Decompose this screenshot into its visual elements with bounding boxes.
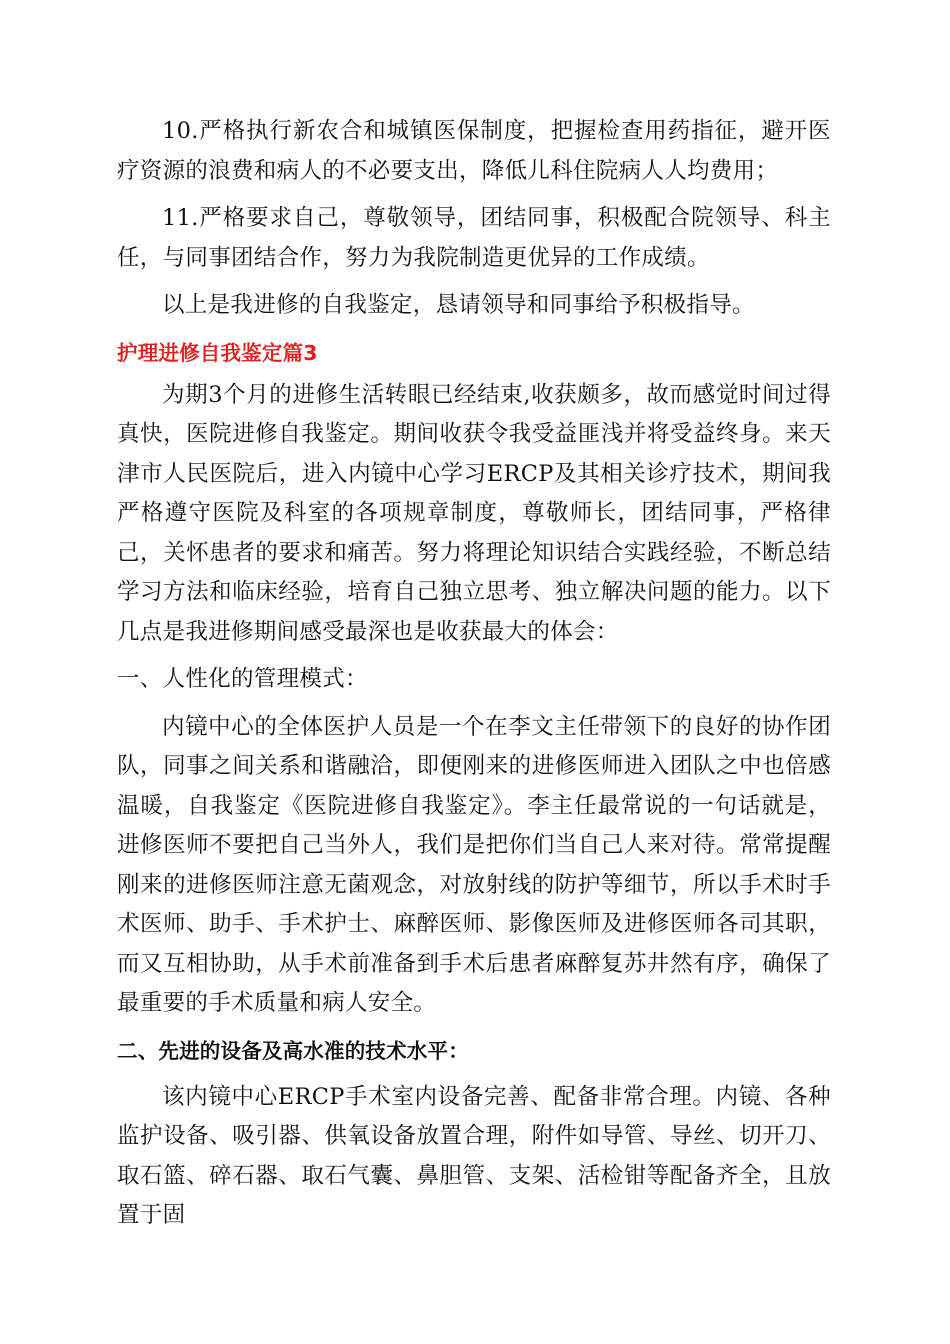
paragraph-section3-intro: 为期3个月的进修生活转眼已经结束,收获颇多，故而感觉时间过得真快，医院进修自我鉴定。期间收获令我受益匪浅并将受益终身。来天津市人民医院后，进入内镜中心学习ERCP及其相关诊疗技术，期间我严格遵守医院及科室的各项规章制度，尊敬师长，团结同事，严格律己，关怀患者的要求和痛苦。努力将理论知识结合实践经验，不断总结学习方法和临床经验，培育自己独立思考、独立解决问题的能力。以下几点是我进修期间感受最深也是收获最大的体会： [117,381,831,645]
paragraph-point-1: 内镜中心的全体医护人员是一个在李文主任带领下的良好的协作团队，同事之间关系和谐融洽，即便刚来的进修医师进入团队之中也倍感温暖，自我鉴定《医院进修自我鉴定》。李主任最常说的一句话就是，进修医师不要把自己当外人，我们是把你们当自己人来对待。常常提醒刚来的进修医师注意无菌观念，对放射线的防护等细节，所以手术时手术医师、助手、手术护士、麻醉医师、影像医师及进修医师各司其职，而又互相协助，从手术前准备到手术后患者麻醉复苏井然有序，确保了最重要的手术质量和病人安全。 [117,713,831,1016]
paragraph-point-2: 该内镜中心ERCP手术室内设备完善、配备非常合理。内镜、各种监护设备、吸引器、供氧设备放置合理，附件如导管、导丝、切开刀、取石篮、碎石器、取石气囊、鼻胆管、支架、活检钳等配备齐全，且放置于固 [117,1083,831,1228]
document-body [117,112,831,1236]
subheading-point-1: 一、人性化的管理模式： [117,666,368,692]
paragraph-item-10: 10.严格执行新农合和城镇医保制度，把握检查用药指征，避开医疗资源的浪费和病人的不必要支出，降低儿科住院病人人均费用； [117,118,831,184]
section-heading-3: 护理进修自我鉴定篇3 [117,340,318,365]
paragraph-item-11: 11.严格要求自己，尊敬领导，团结同事，积极配合院领导、科主任，与同事团结合作，努力为我院制造更优异的工作成绩。 [117,205,831,271]
subheading-point-2: 二、先进的设备及高水准的技术水平： [117,1038,469,1063]
paragraph-closing: 以上是我进修的自我鉴定，恳请领导和同事给予积极指导。 [162,292,755,318]
